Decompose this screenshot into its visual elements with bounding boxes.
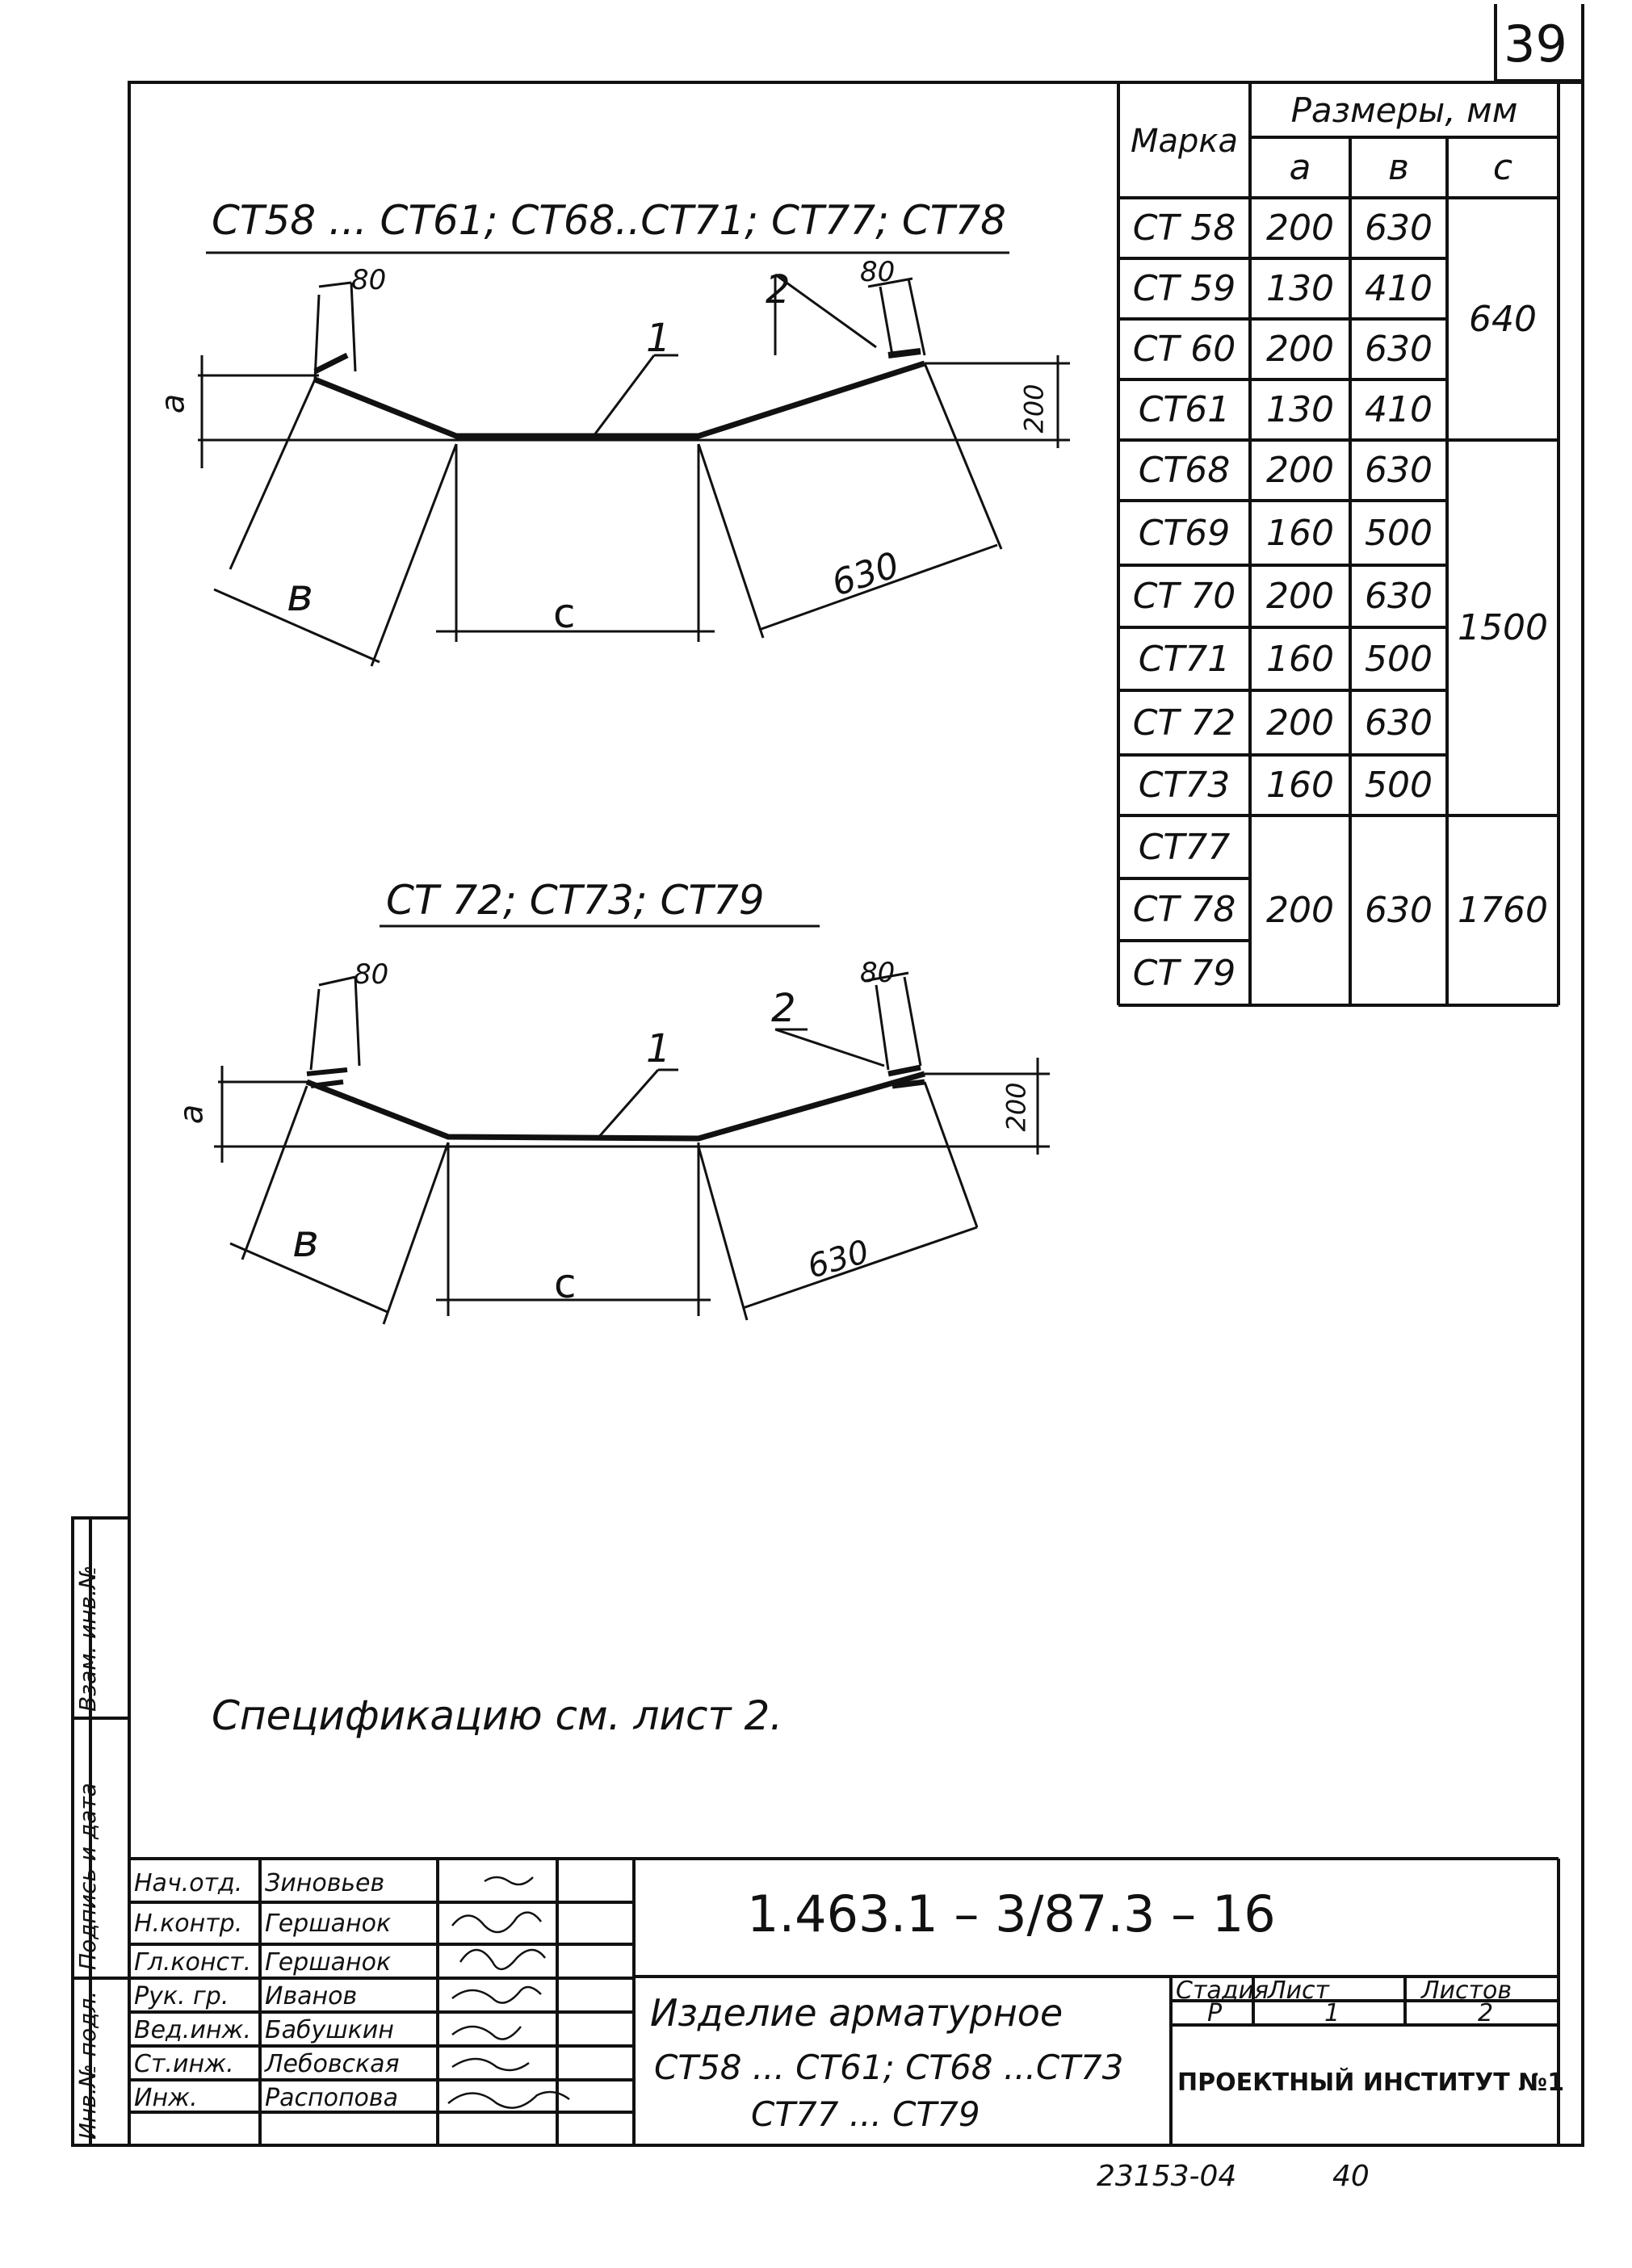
table-row-9-b: 630 — [1365, 702, 1433, 744]
side-stamp-vzam-inv: Взам. инв.№ — [74, 1565, 101, 1712]
product-title-line2: CT58 ... CT61; CT68 ...CT73 — [654, 2048, 1124, 2087]
footer-code: 23153-04 — [1097, 2160, 1237, 2193]
table-row-2-mark: CT 59 — [1132, 268, 1236, 309]
table-header-a: a — [1289, 147, 1311, 188]
title-role-5: Вед.инж. — [134, 2016, 251, 2044]
table-group3-a: 200 — [1266, 890, 1334, 931]
drawing2-dim-630: 630 — [803, 1233, 874, 1286]
drawing1-label-1: 1 — [646, 316, 671, 361]
drawing1-title: CT58 ... CT61; CT68..CT71; CT77; CT78 — [212, 197, 1006, 244]
title-name-1: Зиновьев — [265, 1869, 385, 1897]
document-code: 1.463.1 – 3/87.3 – 16 — [747, 1884, 1276, 1943]
table-header-sizes: Размеры, мм — [1290, 90, 1518, 130]
table-row-4-b: 410 — [1365, 389, 1433, 430]
title-name-2: Гершанок — [265, 1910, 392, 1938]
sheet-label: Лист — [1268, 1977, 1330, 2005]
sheets-value: 2 — [1478, 1999, 1494, 2027]
drawing2-label-2: 2 — [771, 986, 796, 1031]
title-name-6: Лебовская — [265, 2050, 400, 2078]
table-header-mark: Марка — [1130, 123, 1239, 160]
title-name-5: Бабушкин — [265, 2016, 394, 2044]
table-row-3-a: 200 — [1266, 329, 1334, 370]
title-name-7: Распопова — [265, 2084, 398, 2112]
stage-label: Стадия — [1176, 1977, 1269, 2005]
table-row-7-b: 630 — [1365, 576, 1433, 617]
table-row-5-b: 630 — [1365, 450, 1433, 491]
table-group3-c: 1760 — [1458, 890, 1548, 931]
table-row-10-b: 500 — [1365, 765, 1433, 806]
title-name-4: Иванов — [265, 1982, 358, 2010]
table-row-7-a: 200 — [1266, 576, 1334, 617]
table-header-c: c — [1492, 147, 1513, 188]
table-row-4-mark: CT61 — [1138, 389, 1231, 430]
table-row-9-a: 200 — [1266, 702, 1334, 744]
table-group2-c: 1500 — [1458, 607, 1548, 648]
drawing2-dim-80-left: 80 — [354, 958, 389, 991]
table-row-5-mark: CT68 — [1138, 450, 1231, 491]
drawing1-dim-b: в — [287, 569, 314, 622]
table-row-2-b: 410 — [1365, 268, 1433, 309]
table-row-6-a: 160 — [1266, 512, 1334, 554]
table-group3-b: 630 — [1365, 890, 1433, 931]
title-role-3: Гл.конст. — [134, 1948, 252, 1977]
product-title-line3: CT77 ... CT79 — [751, 2094, 980, 2134]
table-row-9-mark: CT 72 — [1132, 702, 1236, 744]
table-row-7-mark: CT 70 — [1132, 576, 1236, 617]
table-row-10-mark: CT73 — [1138, 765, 1231, 806]
drawing2-title: CT 72; CT73; CT79 — [386, 877, 765, 924]
drawing2-dim-b: в — [292, 1215, 320, 1268]
title-role-6: Ст.инж. — [134, 2050, 234, 2078]
table-row-6-b: 500 — [1365, 512, 1433, 554]
product-title-line1: Изделие арматурное — [650, 1991, 1064, 2035]
table-row-1-mark: CT 58 — [1132, 208, 1236, 249]
table-header-b: в — [1388, 147, 1409, 188]
title-role-2: Н.контр. — [134, 1910, 243, 1938]
table-row-2-a: 130 — [1266, 268, 1334, 309]
table-row-8-b: 500 — [1365, 638, 1433, 680]
table-row-8-mark: CT71 — [1138, 638, 1231, 680]
table-row-1-b: 630 — [1365, 208, 1433, 249]
table-row-3-b: 630 — [1365, 329, 1433, 370]
table-row-5-a: 200 — [1266, 450, 1334, 491]
drawing2-dim-a: a — [173, 1104, 211, 1125]
drawing2-dim-c: c — [554, 1260, 577, 1307]
title-role-4: Рук. гр. — [134, 1982, 229, 2010]
table-row-12-mark: CT 78 — [1132, 889, 1236, 930]
table-row-1-a: 200 — [1266, 208, 1334, 249]
side-stamp-inv-podl: Инв.№ подл. — [74, 1990, 101, 2140]
drawing2-label-1: 1 — [646, 1026, 671, 1071]
table-row-6-mark: CT69 — [1138, 512, 1231, 554]
side-stamp-podpis-data: Подпись и дата — [74, 1783, 101, 1970]
table-row-3-mark: CT 60 — [1132, 329, 1236, 370]
table-row-11-mark: CT77 — [1138, 826, 1231, 868]
specification-note: Спецификацию см. лист 2. — [212, 1692, 783, 1739]
title-name-3: Гершанок — [265, 1948, 392, 1977]
drawing1-dim-80-left: 80 — [351, 264, 387, 296]
drawing1-dim-630: 630 — [827, 544, 904, 605]
table-row-8-a: 160 — [1266, 638, 1334, 680]
footer-page: 40 — [1332, 2160, 1370, 2193]
drawing1-dim-a: a — [154, 393, 192, 414]
title-role-7: Инж. — [134, 2084, 198, 2112]
sheet-value: 1 — [1324, 1999, 1340, 2027]
drawing2-dim-200: 200 — [1001, 1082, 1032, 1132]
table-row-13-mark: CT 79 — [1132, 952, 1236, 994]
title-role-1: Нач.отд. — [134, 1869, 243, 1897]
organization-name: ПРОЕКТНЫЙ ИНСТИТУТ №1 — [1177, 2069, 1565, 2097]
sheets-label: Листов — [1421, 1977, 1512, 2005]
table-group1-c: 640 — [1469, 298, 1537, 340]
drawing1-dim-200: 200 — [1018, 384, 1050, 434]
table-row-10-a: 160 — [1266, 765, 1334, 806]
drawing1-dim-c: c — [553, 590, 576, 637]
stage-value: P — [1207, 1999, 1223, 2027]
sheet-number: 39 — [1504, 15, 1567, 73]
table-row-4-a: 130 — [1266, 389, 1334, 430]
drawing2-dim-80-right: 80 — [860, 957, 896, 989]
drawing1-label-2: 2 — [766, 267, 791, 312]
drawing1-dim-80-right: 80 — [860, 256, 896, 288]
